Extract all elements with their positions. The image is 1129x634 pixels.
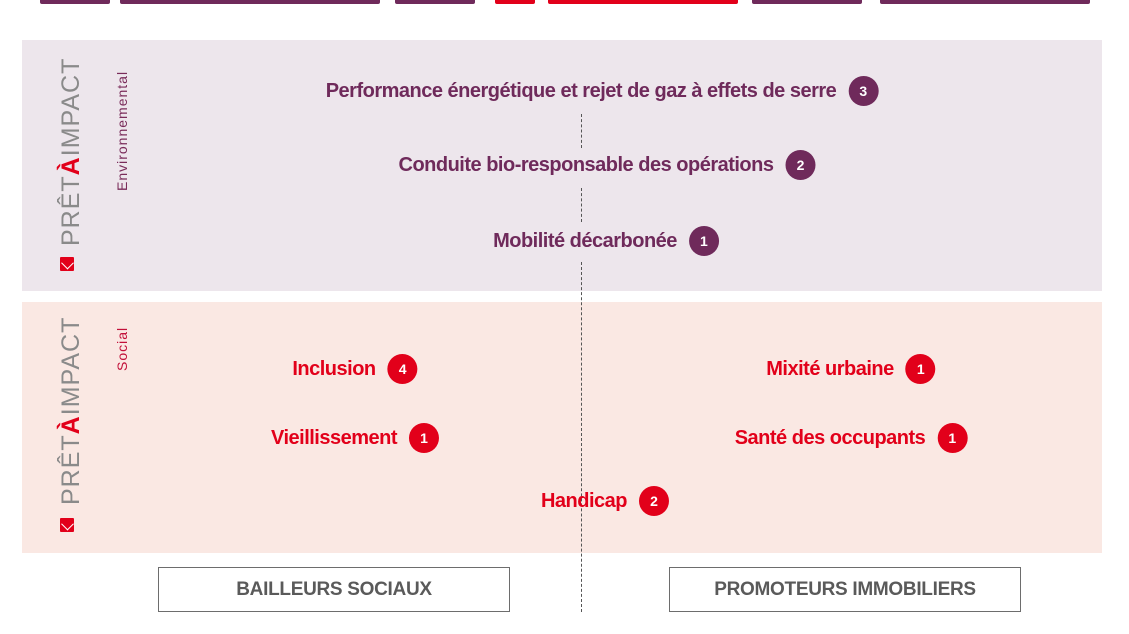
brand-logo-icon xyxy=(60,518,74,532)
env-brand-name: PRÊTÀIMPACT xyxy=(57,57,85,246)
item-label: Conduite bio-responsable des opérations xyxy=(398,153,774,176)
connector-line xyxy=(581,188,582,222)
footer-bailleurs-sociaux: BAILLEURS SOCIAUX xyxy=(158,567,510,612)
social-item-sante xyxy=(735,423,968,453)
item-label: Vieillissement xyxy=(270,426,398,449)
env-item-conduite xyxy=(399,150,816,180)
social-item-inclusion xyxy=(292,354,417,384)
center-divider xyxy=(581,262,582,612)
item-label: Inclusion xyxy=(292,357,376,380)
social-brand-subtitle: Social xyxy=(114,326,130,371)
count-badge: 1 xyxy=(937,423,967,453)
social-item-handicap xyxy=(541,486,669,516)
count-badge: 1 xyxy=(689,226,719,256)
env-item-performance xyxy=(326,76,879,106)
cropped-heading xyxy=(0,0,1129,10)
brand-logo-icon xyxy=(60,257,74,271)
count-badge: 3 xyxy=(848,76,878,106)
social-brand-name: PRÊTÀIMPACT xyxy=(57,316,85,505)
count-badge: 1 xyxy=(409,423,439,453)
brand-accent-letter: À xyxy=(57,415,85,435)
item-label: Performance énergétique et rejet de gaz à effets de serre xyxy=(325,79,837,102)
item-label: Mobilité décarbonée xyxy=(493,229,677,252)
item-label: Handicap xyxy=(540,489,628,512)
connector-line xyxy=(581,114,582,148)
env-brand-subtitle: Environnemental xyxy=(114,70,130,191)
count-badge: 2 xyxy=(639,486,669,516)
env-item-mobilite xyxy=(493,226,719,256)
social-item-mixite xyxy=(766,354,935,384)
social-item-vieillissement xyxy=(271,423,439,453)
count-badge: 4 xyxy=(388,354,418,384)
count-badge: 1 xyxy=(906,354,936,384)
item-label: Santé des occupants xyxy=(734,426,926,449)
brand-accent-letter: À xyxy=(57,156,85,176)
count-badge: 2 xyxy=(786,150,816,180)
footer-promoteurs-immobiliers: PROMOTEURS IMMOBILIERS xyxy=(669,567,1021,612)
item-label: Mixité urbaine xyxy=(766,357,894,380)
